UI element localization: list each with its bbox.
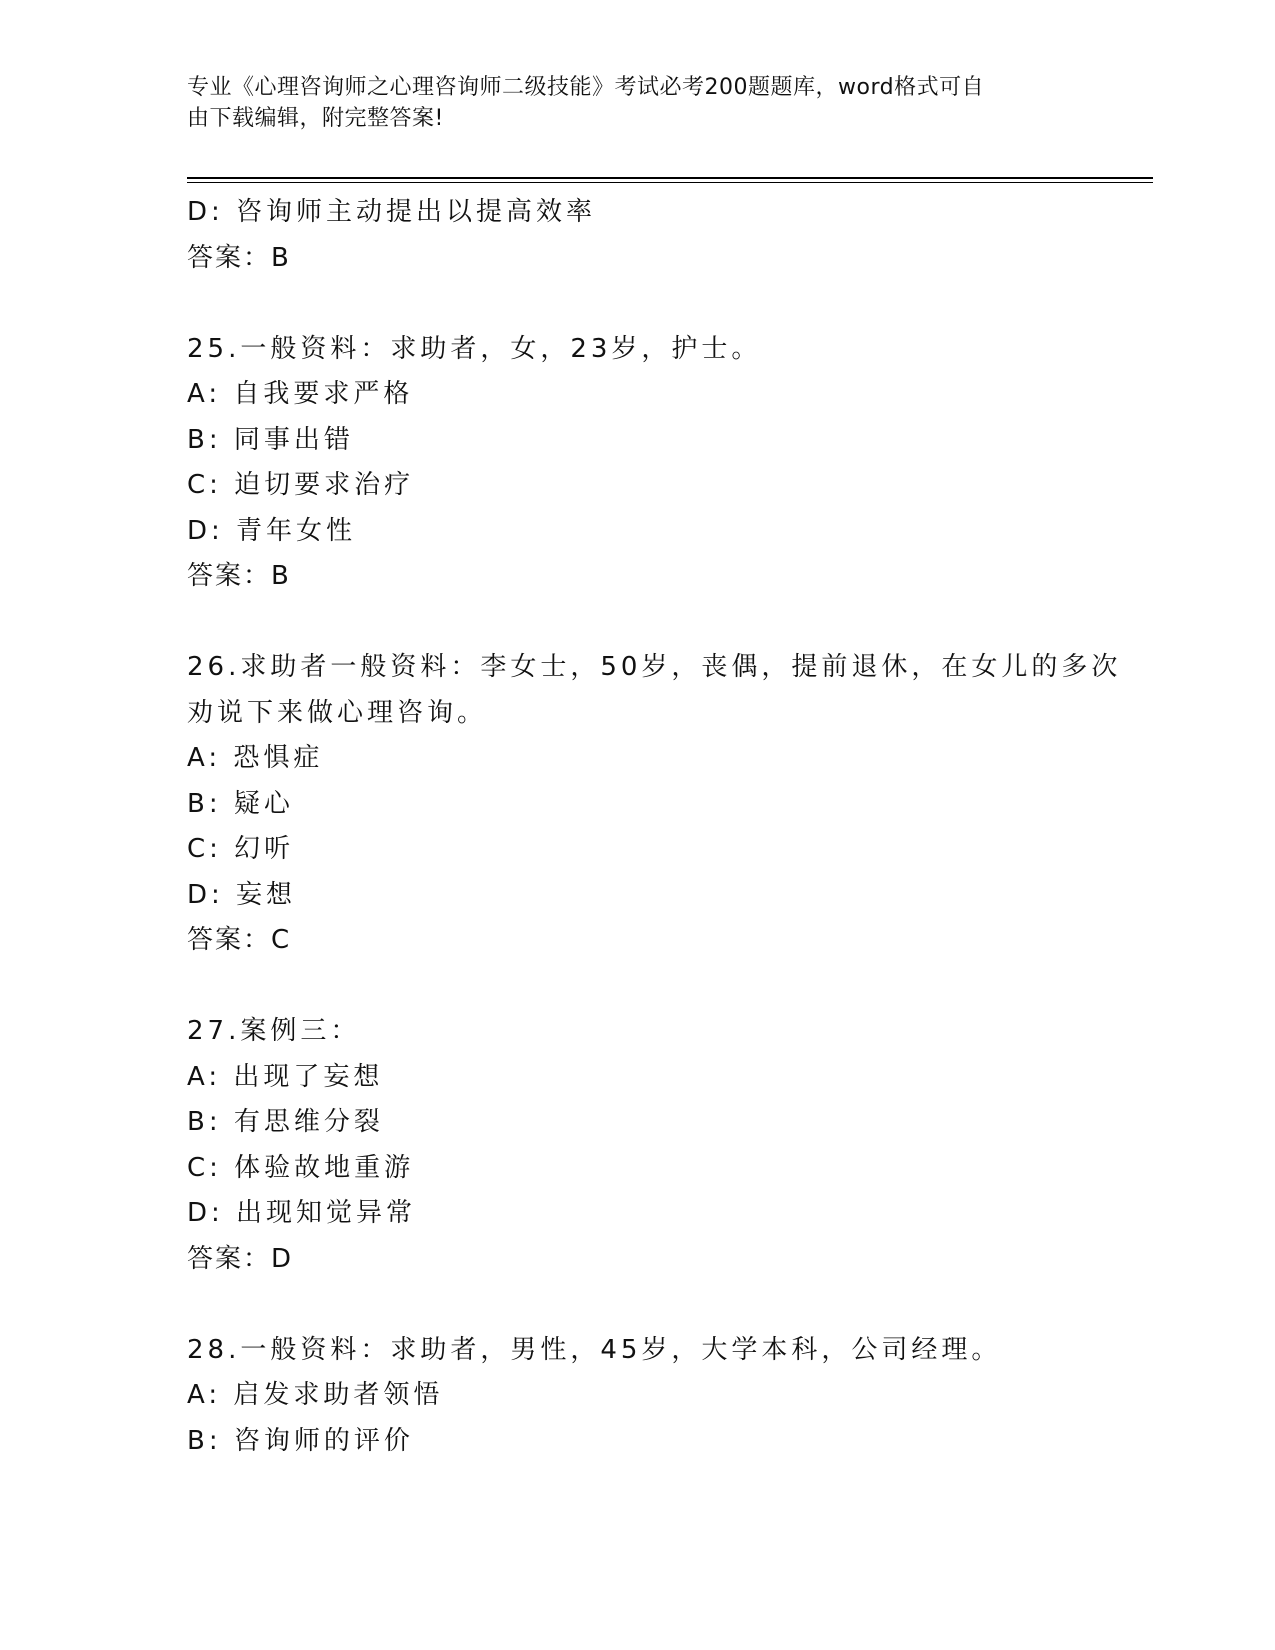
question-stem: 28.一般资料：求助者，男性，45岁，大学本科，公司经理。	[187, 1334, 1002, 1365]
document-header	[187, 72, 1077, 134]
header-divider-thin	[187, 182, 1153, 183]
question-block-27	[187, 1009, 1153, 1282]
option-d: D: 青年女性	[187, 515, 357, 546]
question-stem: 27.案例三：	[187, 1016, 361, 1046]
option-b: B: 疑心	[187, 788, 294, 819]
spacer	[187, 600, 1153, 646]
option-c: C: 迫切要求治疗	[187, 470, 415, 500]
option-c: C: 体验故地重游	[187, 1152, 415, 1183]
answer-line: 答案：B	[187, 242, 291, 273]
option-d: D: 咨询师主动提出以提高效率	[187, 197, 597, 227]
option-d: D: 妄想	[187, 879, 297, 910]
header-divider-thick	[187, 177, 1153, 179]
option-a: A: 恐惧症	[187, 743, 324, 773]
header-line-2: 由下载编辑，附完整答案!	[187, 106, 444, 131]
question-block-prev	[187, 190, 1153, 281]
question-block-28	[187, 1328, 1153, 1465]
question-list	[187, 190, 1153, 1464]
question-stem-line-2: 劝说下来做心理咨询。	[187, 697, 488, 728]
option-c: C: 幻听	[187, 834, 295, 864]
question-block-25	[187, 327, 1153, 600]
spacer	[187, 281, 1153, 327]
question-stem-line-1: 26.求助者一般资料：李女士，50岁，丧偶，提前退休，在女儿的多次	[187, 652, 1122, 682]
option-b: B: 同事出错	[187, 424, 354, 455]
option-b: B: 有思维分裂	[187, 1107, 384, 1137]
option-a: A: 出现了妄想	[187, 1061, 384, 1092]
header-line-1: 专业《心理咨询师之心理咨询师二级技能》考试必考200题题库，word格式可自	[187, 75, 985, 100]
question-block-26	[187, 645, 1153, 964]
option-a: A: 自我要求严格	[187, 379, 414, 409]
option-d: D: 出现知觉异常	[187, 1198, 417, 1228]
answer-line: 答案：B	[187, 561, 291, 591]
spacer	[187, 964, 1153, 1010]
option-a: A: 启发求助者领悟	[187, 1380, 444, 1410]
option-b: B: 咨询师的评价	[187, 1425, 414, 1456]
spacer	[187, 1282, 1153, 1328]
answer-line: 答案：C	[187, 925, 292, 955]
question-stem: 25.一般资料：求助者，女，23岁，护士。	[187, 333, 762, 364]
answer-line: 答案：D	[187, 1243, 294, 1274]
